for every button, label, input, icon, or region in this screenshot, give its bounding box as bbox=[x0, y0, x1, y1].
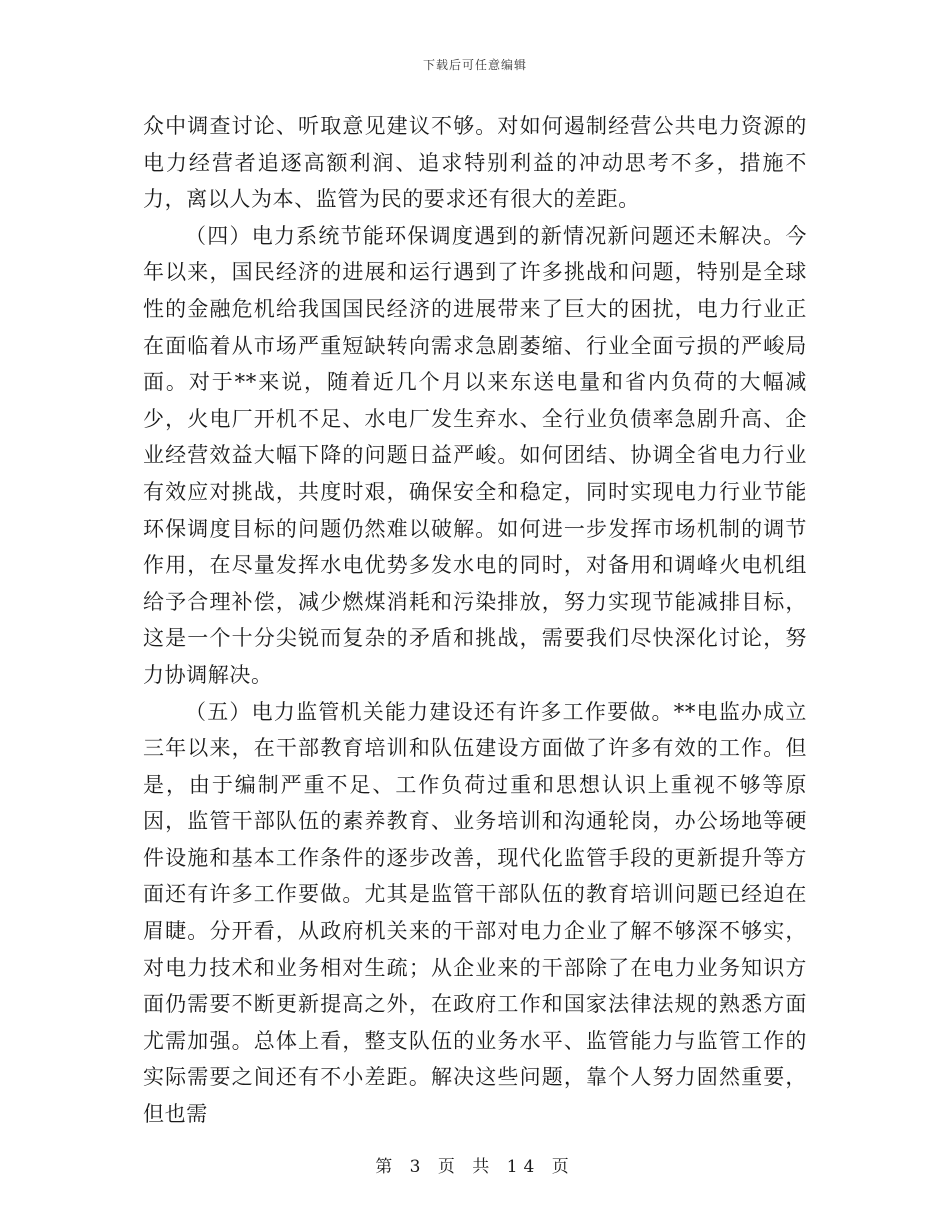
document-body bbox=[143, 108, 807, 1133]
paragraph: （四）电力系统节能环保调度遇到的新情况新问题还未解决。今年以来，国民经济的进展和运行遇到了许多挑战和问题，特别是全球性的金融危机给我国国民经济的进展带来了巨大的困扰，电力行业正在面临着从市场严重短缺转向需求急剧萎缩、行业全面亏损的严峻局面。对于**来说，随着近几个月以来东送电量和省内负荷的大幅减少，火电厂开机不足、水电厂发生弃水、全行业负债率急剧升高、企业经营效益大幅下降的问题日益严峻。如何团结、协调全省电力行业有效应对挑战，共度时艰，确保安全和稳定，同时实现电力行业节能环保调度目标的问题仍然难以破解。如何进一步发挥市场机制的调节作用，在尽量发挥水电优势多发水电的同时，对备用和调峰火电机组给予合理补偿，减少燃煤消耗和污染排放，努力实现节能减排目标，这是一个十分尖锐而复杂的矛盾和挑战，需要我们尽快深化讨论，努力协调解决。 bbox=[143, 223, 807, 687]
page-header: 下载后可任意编辑 bbox=[422, 58, 527, 72]
page-number-footer: 第 3 页 共 14 页 bbox=[375, 1157, 575, 1177]
paragraph: 众中调查讨论、听取意见建议不够。对如何遏制经营公共电力资源的电力经营者追逐高额利润、追求特别利益的冲动思考不多，措施不力，离以人为本、监管为民的要求还有很大的差距。 bbox=[143, 114, 807, 212]
paragraph: （五）电力监管机关能力建设还有许多工作要做。**电监办成立三年以来，在干部教育培训和队伍建设方面做了许多有效的工作。但是，由于编制严重不足、工作负荷过重和思想认识上重视不够等原因，监管干部队伍的素养教育、业务培训和沟通轮岗，办公场地等硬件设施和基本工作条件的逐步改善，现代化监管手段的更新提升等方面还有许多工作要做。尤其是监管干部队伍的教育培训问题已经迫在眉睫。分开看，从政府机关来的干部对电力企业了解不够深不够实，对电力技术和业务相对生疏；从企业来的干部除了在电力业务知识方面仍需要不断更新提高之外，在政府工作和国家法律法规的熟悉方面尤需加强。总体上看，整支队伍的业务水平、监管能力与监管工作的实际需要之间还有不小差距。解决这些问题，靠个人努力固然重要，但也需 bbox=[143, 699, 807, 1127]
